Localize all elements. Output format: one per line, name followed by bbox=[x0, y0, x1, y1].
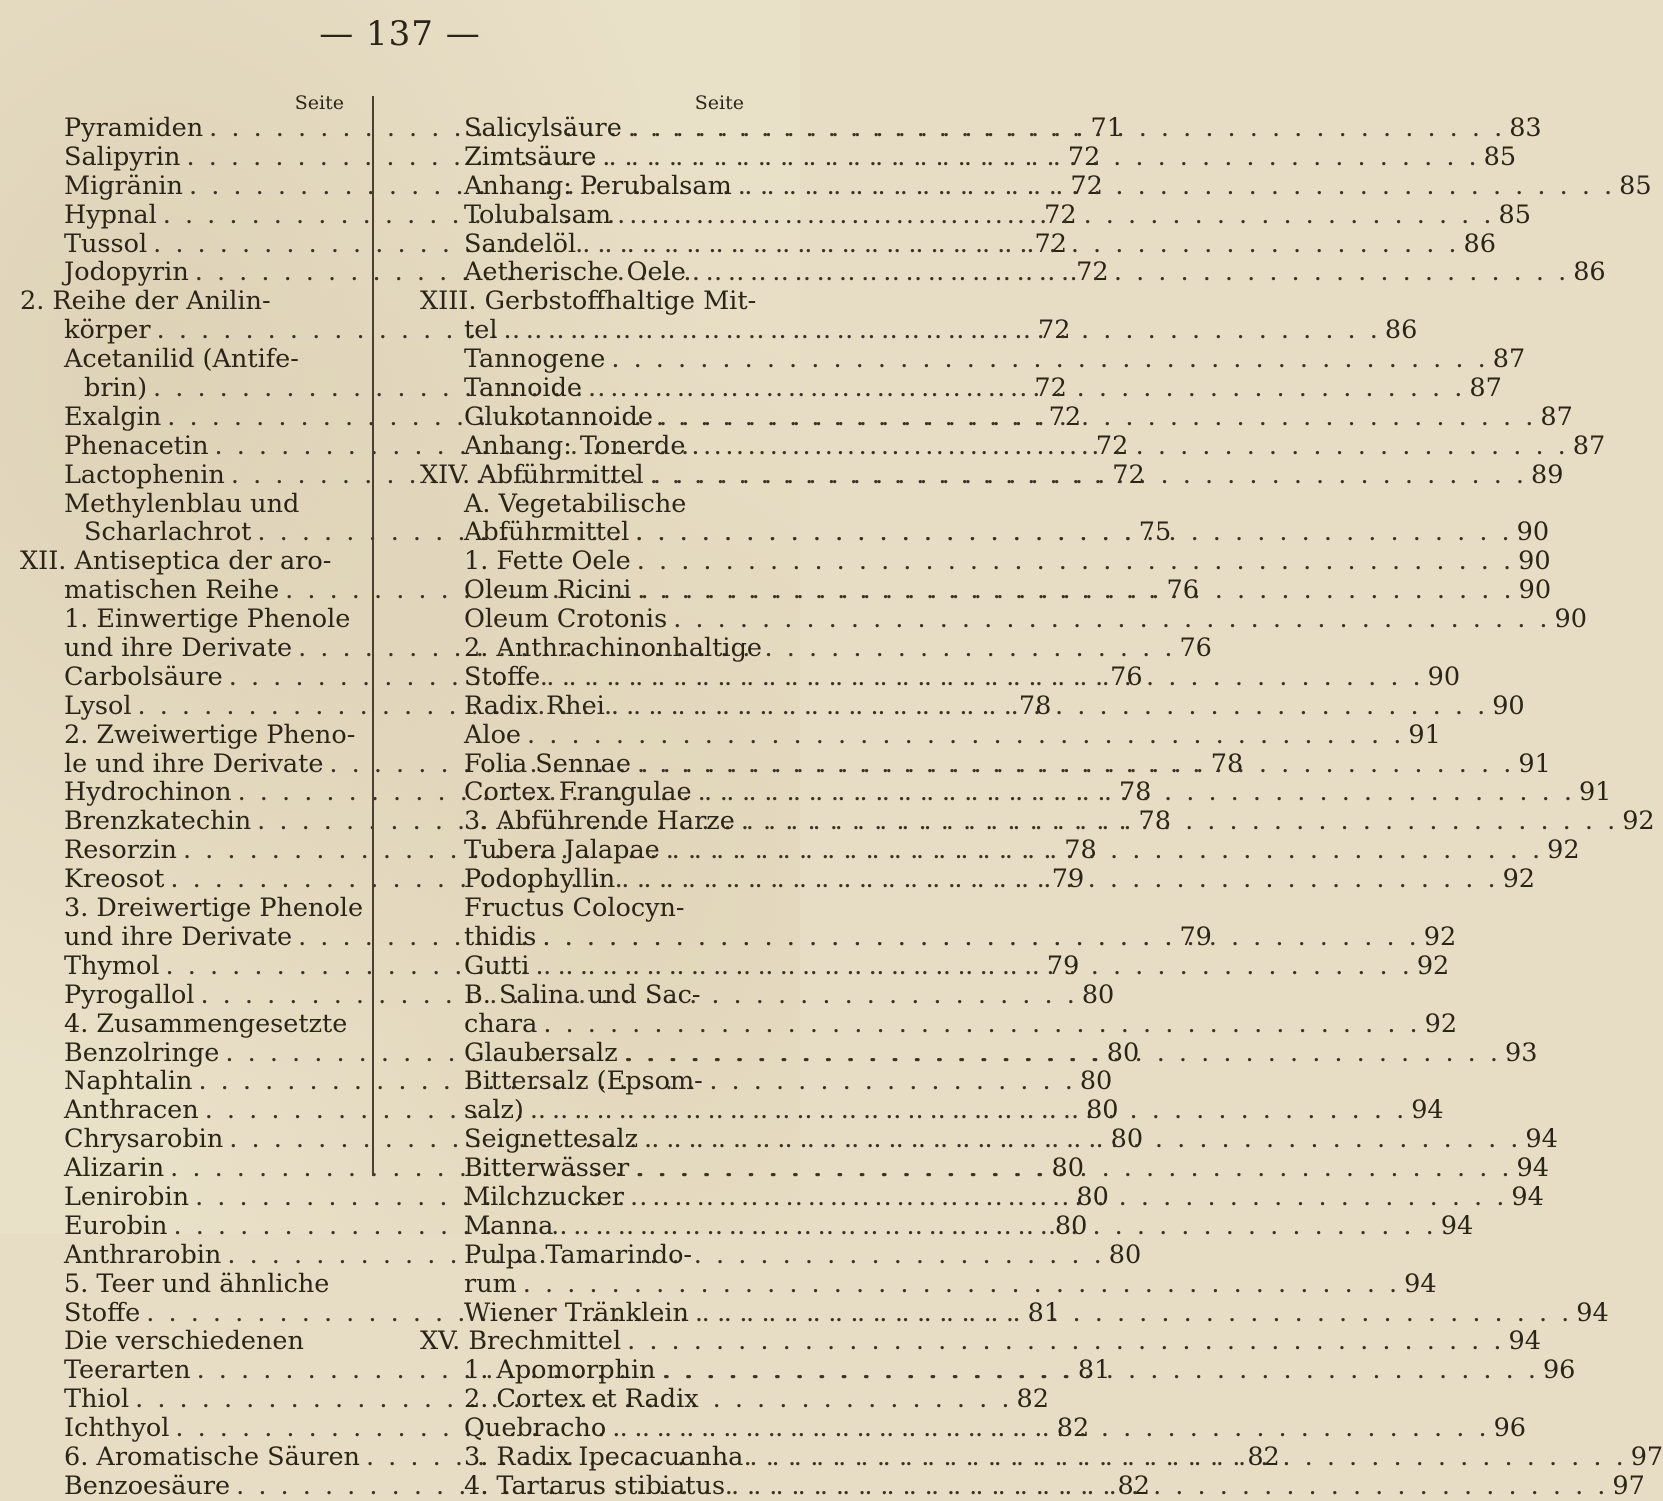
index-entry bbox=[20, 1270, 350, 1299]
index-entry bbox=[20, 1010, 350, 1039]
entry-page-number: 86 bbox=[1384, 315, 1418, 346]
entry-label: Tubera Jalapae bbox=[464, 835, 660, 866]
entry-page-number: 72 bbox=[1034, 373, 1067, 404]
entry-page-number bbox=[746, 1385, 750, 1414]
entry-page-number: 92 bbox=[1416, 950, 1450, 981]
entry-page-number: 78 bbox=[1118, 777, 1152, 808]
entry-page-number: 80 bbox=[1079, 1066, 1113, 1097]
entry-page-number: 96 bbox=[1542, 1355, 1576, 1386]
leader-dots bbox=[699, 1385, 746, 1414]
entry-label: brin) bbox=[84, 373, 148, 404]
index-entry bbox=[20, 490, 350, 519]
entry-page-number bbox=[356, 605, 360, 634]
entry-label: Phenacetin bbox=[64, 430, 209, 461]
leader-dots bbox=[517, 1270, 1400, 1299]
entry-page-number: 87 bbox=[1540, 401, 1573, 432]
leader-dots bbox=[689, 1299, 1572, 1328]
entry-label: Kreosot bbox=[64, 864, 165, 895]
index-entry bbox=[20, 287, 350, 316]
leader-dots bbox=[529, 952, 1412, 981]
entry-page-number: 72 bbox=[1112, 459, 1145, 490]
entry-page-number bbox=[746, 1241, 750, 1270]
entry-label: A. Vegetabilische bbox=[464, 488, 687, 519]
index-entry bbox=[420, 546, 1551, 577]
entry-label: Hydrochinon bbox=[64, 777, 232, 808]
entry-label: Tannogene bbox=[464, 344, 606, 375]
leader-dots bbox=[537, 1010, 1420, 1039]
entry-label: Lysol bbox=[64, 690, 132, 721]
entry-page-number: 80 bbox=[1054, 1210, 1088, 1241]
leader-dots bbox=[660, 836, 1543, 865]
entry-page-number: 78 bbox=[1210, 748, 1244, 779]
leader-dots bbox=[299, 345, 346, 374]
entry-page-number: 78 bbox=[1064, 835, 1097, 866]
entry-label: und ihre Derivate bbox=[64, 633, 293, 664]
entry-label: XIII. Gerbstoffhaltige Mit- bbox=[420, 286, 757, 317]
leader-dots bbox=[622, 114, 1505, 143]
index-entry bbox=[420, 490, 750, 519]
entry-label: Acetanilid (Antife- bbox=[64, 344, 299, 375]
entry-page-number: 72 bbox=[1070, 170, 1103, 201]
entry-label: Eurobin bbox=[64, 1210, 168, 1241]
index-entry bbox=[420, 286, 757, 317]
page-number: — 137 — bbox=[319, 14, 481, 54]
entry-label: 2. Zweiwertige Pheno- bbox=[64, 719, 356, 750]
index-entry bbox=[420, 633, 762, 664]
entry-label: Exalgin bbox=[64, 401, 162, 432]
entry-page-number: 80 bbox=[1106, 1037, 1140, 1068]
entry-page-number bbox=[762, 287, 766, 316]
index-entry bbox=[420, 1326, 1541, 1357]
index-entry bbox=[420, 719, 1441, 750]
entry-page-number: 90 bbox=[1554, 604, 1587, 635]
leader-dots bbox=[638, 1125, 1521, 1154]
entry-label: Anhang: Tonerde bbox=[464, 430, 686, 461]
entry-label: Thiol bbox=[64, 1384, 130, 1415]
entry-page-number: 72 bbox=[1044, 199, 1077, 230]
leader-dots bbox=[498, 316, 1381, 345]
entry-page-number bbox=[746, 894, 750, 923]
entry-label: 6. Aromatische Säuren bbox=[64, 1441, 360, 1472]
entry-label: rum bbox=[464, 1268, 517, 1299]
entry-label: Stoffe bbox=[464, 661, 541, 692]
index-entry bbox=[420, 894, 750, 923]
entry-page-number: 76 bbox=[1179, 633, 1212, 664]
entry-page-number bbox=[746, 1067, 750, 1096]
leader-dots bbox=[629, 518, 1512, 547]
entry-page-number: 94 bbox=[1440, 1210, 1474, 1241]
entry-label: Brenzkatechin bbox=[64, 806, 252, 837]
entry-page-number: 81 bbox=[1027, 1297, 1061, 1328]
entry-page-number bbox=[346, 547, 350, 576]
entry-label: Gutti bbox=[464, 950, 530, 981]
entry-page-number bbox=[346, 287, 350, 316]
entry-page-number: 93 bbox=[1505, 1037, 1538, 1068]
entry-page-number: 90 bbox=[1516, 517, 1550, 548]
leader-dots bbox=[582, 374, 1465, 403]
entry-label: Carbolsäure bbox=[64, 661, 223, 692]
entry-label: 3. Radix Ipecacuanha bbox=[464, 1441, 744, 1472]
entry-label: Jodopyrin bbox=[64, 257, 189, 288]
index-entry bbox=[420, 1241, 750, 1270]
entry-page-number: 94 bbox=[1411, 1095, 1444, 1126]
leader-dots bbox=[621, 1327, 1504, 1356]
leader-dots bbox=[692, 778, 1575, 807]
leader-dots bbox=[304, 1327, 346, 1356]
entry-page-number: 96 bbox=[1493, 1413, 1527, 1444]
entry-label: Alizarin bbox=[64, 1153, 165, 1184]
entry-label: XV. Brechmittel bbox=[420, 1326, 622, 1357]
index-entry bbox=[20, 1327, 350, 1356]
leader-dots bbox=[618, 1039, 1501, 1068]
entry-page-number: 90 bbox=[1518, 546, 1551, 577]
entry-page-number: 75 bbox=[1138, 517, 1172, 548]
leader-dots bbox=[631, 576, 1514, 605]
entry-label: Cortex Frangulae bbox=[464, 777, 692, 808]
entry-label: 2. Cortex et Radix bbox=[464, 1384, 699, 1415]
entry-page-number: 72 bbox=[1037, 315, 1071, 346]
entry-page-number: 91 bbox=[1408, 719, 1441, 750]
entry-label: Aloe bbox=[464, 719, 522, 750]
entry-page-number: 85 bbox=[1483, 141, 1517, 172]
entry-label: 2. Reihe der Anilin- bbox=[20, 286, 271, 317]
leader-dots bbox=[631, 750, 1514, 779]
entry-label: Migränin bbox=[64, 170, 183, 201]
entry-page-number bbox=[768, 634, 772, 663]
leader-dots bbox=[735, 807, 1618, 836]
entry-label: le und ihre Derivate bbox=[64, 748, 324, 779]
leader-dots bbox=[596, 143, 1479, 172]
leader-dots bbox=[521, 721, 1404, 750]
leader-dots bbox=[725, 1472, 1608, 1501]
entry-label: Oleum Crotonis bbox=[464, 604, 668, 635]
entry-page-number: 85 bbox=[1498, 199, 1531, 230]
entry-label: Chrysarobin bbox=[64, 1124, 224, 1155]
leader-dots bbox=[686, 490, 746, 519]
index-entry bbox=[420, 604, 1587, 635]
leader-dots bbox=[605, 692, 1488, 721]
entry-label: Milchzucker bbox=[464, 1181, 624, 1212]
entry-page-number: 89 bbox=[1531, 459, 1564, 490]
entry-label: Hypnal bbox=[64, 199, 157, 230]
leader-dots bbox=[644, 461, 1527, 490]
entry-page-number: 90 bbox=[1427, 661, 1461, 692]
entry-page-number: 87 bbox=[1572, 430, 1606, 461]
entry-page-number: 80 bbox=[1086, 1095, 1119, 1126]
entry-page-number: 92 bbox=[1424, 1008, 1458, 1039]
leader-dots bbox=[540, 663, 1423, 692]
leader-dots bbox=[606, 1414, 1489, 1443]
entry-label: und ihre Derivate bbox=[64, 921, 293, 952]
entry-page-number: 79 bbox=[1046, 950, 1080, 981]
entry-label: Scharlachrot bbox=[84, 517, 252, 548]
leader-dots bbox=[656, 1356, 1539, 1385]
entry-label: Salipyrin bbox=[64, 141, 181, 172]
leader-dots bbox=[611, 201, 1494, 230]
entry-label: Resorzin bbox=[64, 835, 177, 866]
leader-dots bbox=[685, 894, 746, 923]
entry-label: Podophyllin bbox=[464, 864, 616, 895]
entry-label: 4. Tartarus stibiatus bbox=[464, 1470, 726, 1501]
entry-label: Stoffe bbox=[64, 1297, 141, 1328]
entry-page-number: 72 bbox=[1034, 228, 1067, 259]
entry-page-number: 92 bbox=[1502, 864, 1536, 895]
entry-page-number: 72 bbox=[1095, 430, 1129, 461]
leader-dots bbox=[692, 1241, 746, 1270]
leader-dots bbox=[629, 1154, 1512, 1183]
entry-page-number bbox=[346, 1327, 350, 1356]
entry-label: Thymol bbox=[64, 950, 160, 981]
leader-dots bbox=[624, 1183, 1507, 1212]
entry-page-number: 92 bbox=[1547, 835, 1580, 866]
entry-label: 3. Abführende Harze bbox=[464, 806, 735, 837]
entry-page-number: 91 bbox=[1578, 777, 1612, 808]
entry-page-number: 78 bbox=[1018, 690, 1052, 721]
column-divider bbox=[372, 96, 374, 1176]
entry-label: 1. Einwertige Phenole bbox=[64, 604, 351, 635]
leader-dots bbox=[271, 287, 346, 316]
entry-label: Glukotannoide bbox=[464, 401, 653, 432]
leader-dots bbox=[667, 605, 1550, 634]
leader-dots bbox=[331, 547, 346, 576]
leader-dots bbox=[553, 1212, 1436, 1241]
entry-label: Die verschiedenen bbox=[64, 1326, 304, 1357]
leader-dots bbox=[686, 258, 1569, 287]
entry-label: Folia Sennae bbox=[464, 748, 631, 779]
entry-page-number: 97 bbox=[1630, 1441, 1663, 1472]
entry-page-number: 80 bbox=[1110, 1124, 1144, 1155]
entry-label: Quebracho bbox=[464, 1413, 607, 1444]
index-entry bbox=[20, 719, 356, 750]
entry-label: Anthrarobin bbox=[64, 1239, 222, 1270]
index-entry bbox=[420, 1008, 1458, 1039]
entry-page-number: 87 bbox=[1492, 344, 1526, 375]
entry-page-number: 72 bbox=[1076, 257, 1109, 288]
index-entry bbox=[420, 344, 1526, 375]
entry-label: 1. Fette Oele bbox=[464, 546, 631, 577]
entry-page-number: 76 bbox=[1110, 661, 1143, 692]
entry-page-number: 82 bbox=[1056, 1413, 1090, 1444]
entry-page-number: 86 bbox=[1463, 228, 1496, 259]
entry-label: Pyrogallol bbox=[64, 979, 195, 1010]
entry-label: Lactophenin bbox=[64, 459, 225, 490]
entry-page-number: 80 bbox=[1051, 1153, 1084, 1184]
leader-dots bbox=[329, 1270, 346, 1299]
entry-page-number: 82 bbox=[1016, 1384, 1049, 1415]
entry-label: Bittersalz (Epsom- bbox=[464, 1066, 703, 1097]
index-entry bbox=[420, 981, 750, 1010]
entry-page-number: 79 bbox=[1051, 864, 1085, 895]
index-entry bbox=[20, 893, 364, 924]
entry-page-number: 94 bbox=[1511, 1181, 1544, 1212]
entry-page-number: 80 bbox=[1081, 979, 1115, 1010]
entry-label: Oleum Ricini bbox=[464, 575, 632, 606]
entry-label: Bitterwässer bbox=[464, 1153, 630, 1184]
entry-label: Teerarten bbox=[64, 1355, 191, 1386]
index-entry bbox=[20, 547, 350, 576]
entry-label: Aetherische Oele bbox=[464, 257, 686, 288]
entry-label: 1. Apomorphin bbox=[464, 1355, 656, 1386]
entry-label: Methylenblau und bbox=[64, 488, 300, 519]
leader-dots bbox=[743, 1443, 1626, 1472]
index-entry bbox=[20, 345, 350, 374]
entry-page-number: 82 bbox=[1247, 1441, 1280, 1472]
leader-dots bbox=[576, 230, 1459, 259]
entry-label: Tolubalsam bbox=[464, 199, 612, 230]
entry-page-number: 91 bbox=[1518, 748, 1551, 779]
leader-dots bbox=[299, 490, 346, 519]
entry-page-number: 86 bbox=[1573, 257, 1606, 288]
entry-page-number: 85 bbox=[1619, 170, 1652, 201]
entry-page-number: 94 bbox=[1525, 1124, 1558, 1155]
leader-dots bbox=[536, 923, 1419, 952]
entry-label: Salicylsäure bbox=[464, 113, 622, 143]
entry-label: Abführmittel bbox=[464, 517, 630, 548]
entry-label: 2. Anthrachinonhaltige bbox=[464, 633, 762, 664]
entry-label: Fructus Colocyn- bbox=[464, 893, 685, 924]
entry-page-number: 83 bbox=[1509, 113, 1542, 143]
entry-label: Lenirobin bbox=[64, 1181, 190, 1212]
entry-label: Manna bbox=[464, 1210, 554, 1241]
entry-label: Wiener Tränklein bbox=[464, 1297, 689, 1328]
entry-page-number: 94 bbox=[1508, 1326, 1541, 1357]
entry-page-number bbox=[746, 981, 750, 1010]
entry-label: Anthracen bbox=[64, 1095, 199, 1126]
entry-page-number: 92 bbox=[1423, 921, 1457, 952]
column-header-left: Seite bbox=[294, 92, 344, 114]
leader-dots bbox=[631, 547, 1514, 576]
leader-dots bbox=[615, 865, 1498, 894]
entry-page-number: 76 bbox=[1166, 575, 1199, 606]
column-header-right: Seite bbox=[694, 92, 744, 114]
entry-page-number: 82 bbox=[1117, 1470, 1150, 1501]
entry-page-number bbox=[346, 1270, 350, 1299]
entry-page-number bbox=[361, 721, 365, 750]
entry-label: Zimtsäure bbox=[464, 141, 597, 172]
entry-page-number: 80 bbox=[1108, 1239, 1142, 1270]
entry-page-number bbox=[746, 490, 750, 519]
leader-dots bbox=[653, 403, 1536, 432]
index-entry bbox=[20, 605, 350, 634]
entry-label: salz) bbox=[464, 1095, 524, 1126]
entry-label: Pyramiden bbox=[64, 113, 204, 143]
entry-page-number: 72 bbox=[1048, 401, 1082, 432]
entry-label: Naphtalin bbox=[64, 1066, 193, 1097]
entry-page-number: 90 bbox=[1518, 575, 1552, 606]
entry-label: chara bbox=[464, 1008, 538, 1039]
leader-dots bbox=[605, 345, 1488, 374]
entry-label: 5. Teer und ähnliche bbox=[64, 1268, 330, 1299]
entry-page-number: 80 bbox=[1076, 1181, 1109, 1212]
entry-page-number: 72 bbox=[1067, 141, 1101, 172]
entry-page-number bbox=[346, 490, 350, 519]
entry-page-number: 90 bbox=[1492, 690, 1525, 721]
entry-label: Tussol bbox=[64, 228, 148, 259]
entry-label: Ichthyol bbox=[64, 1413, 170, 1444]
leader-dots bbox=[703, 1067, 746, 1096]
entry-label: 3. Dreiwertige Phenole bbox=[64, 893, 364, 924]
index-entry bbox=[420, 1385, 750, 1414]
entry-page-number: 97 bbox=[1612, 1470, 1645, 1501]
entry-label: Benzoesäure bbox=[64, 1470, 231, 1501]
index-entry bbox=[420, 1067, 750, 1096]
leader-dots bbox=[685, 432, 1568, 461]
entry-label: Seignettesalz bbox=[464, 1124, 639, 1155]
leader-dots bbox=[524, 1096, 1407, 1125]
entry-label: Radix Rhei bbox=[464, 690, 605, 721]
entry-label: Benzolringe bbox=[64, 1037, 220, 1068]
entry-label: 4. Zusammengesetzte bbox=[64, 1008, 348, 1039]
entry-label: XIV. Abführmittel bbox=[420, 459, 644, 490]
leader-dots bbox=[701, 981, 746, 1010]
entry-label: Pulpa Tamarindo- bbox=[464, 1239, 693, 1270]
entry-page-number: 92 bbox=[1622, 806, 1655, 837]
entry-page-number: 78 bbox=[1138, 806, 1171, 837]
entry-page-number: 71 bbox=[1090, 113, 1123, 143]
entry-page-number bbox=[353, 1010, 357, 1039]
entry-page-number: 94 bbox=[1516, 1153, 1549, 1184]
entry-page-number: 79 bbox=[1179, 921, 1212, 952]
entry-page-number bbox=[346, 345, 350, 374]
entry-label: Tannoide bbox=[464, 373, 582, 404]
entry-page-number: 87 bbox=[1469, 373, 1502, 404]
entry-label: Anhang: Perubalsam bbox=[464, 170, 732, 201]
entry-page-number: 94 bbox=[1576, 1297, 1609, 1328]
index-entry bbox=[420, 1268, 1437, 1299]
entry-label: körper bbox=[64, 315, 151, 346]
entry-label: matischen Reihe bbox=[64, 575, 280, 606]
entry-label: B. Salina und Sac- bbox=[464, 979, 701, 1010]
entry-label: Sandelöl bbox=[464, 228, 577, 259]
entry-page-number: 81 bbox=[1077, 1355, 1111, 1386]
leader-dots bbox=[732, 172, 1615, 201]
entry-label: XII. Antiseptica der aro- bbox=[20, 546, 332, 577]
entry-label: Glaubersalz bbox=[464, 1037, 618, 1068]
entry-label: tel bbox=[464, 315, 498, 346]
entry-label: thidis bbox=[464, 921, 537, 952]
entry-page-number: 94 bbox=[1404, 1268, 1437, 1299]
